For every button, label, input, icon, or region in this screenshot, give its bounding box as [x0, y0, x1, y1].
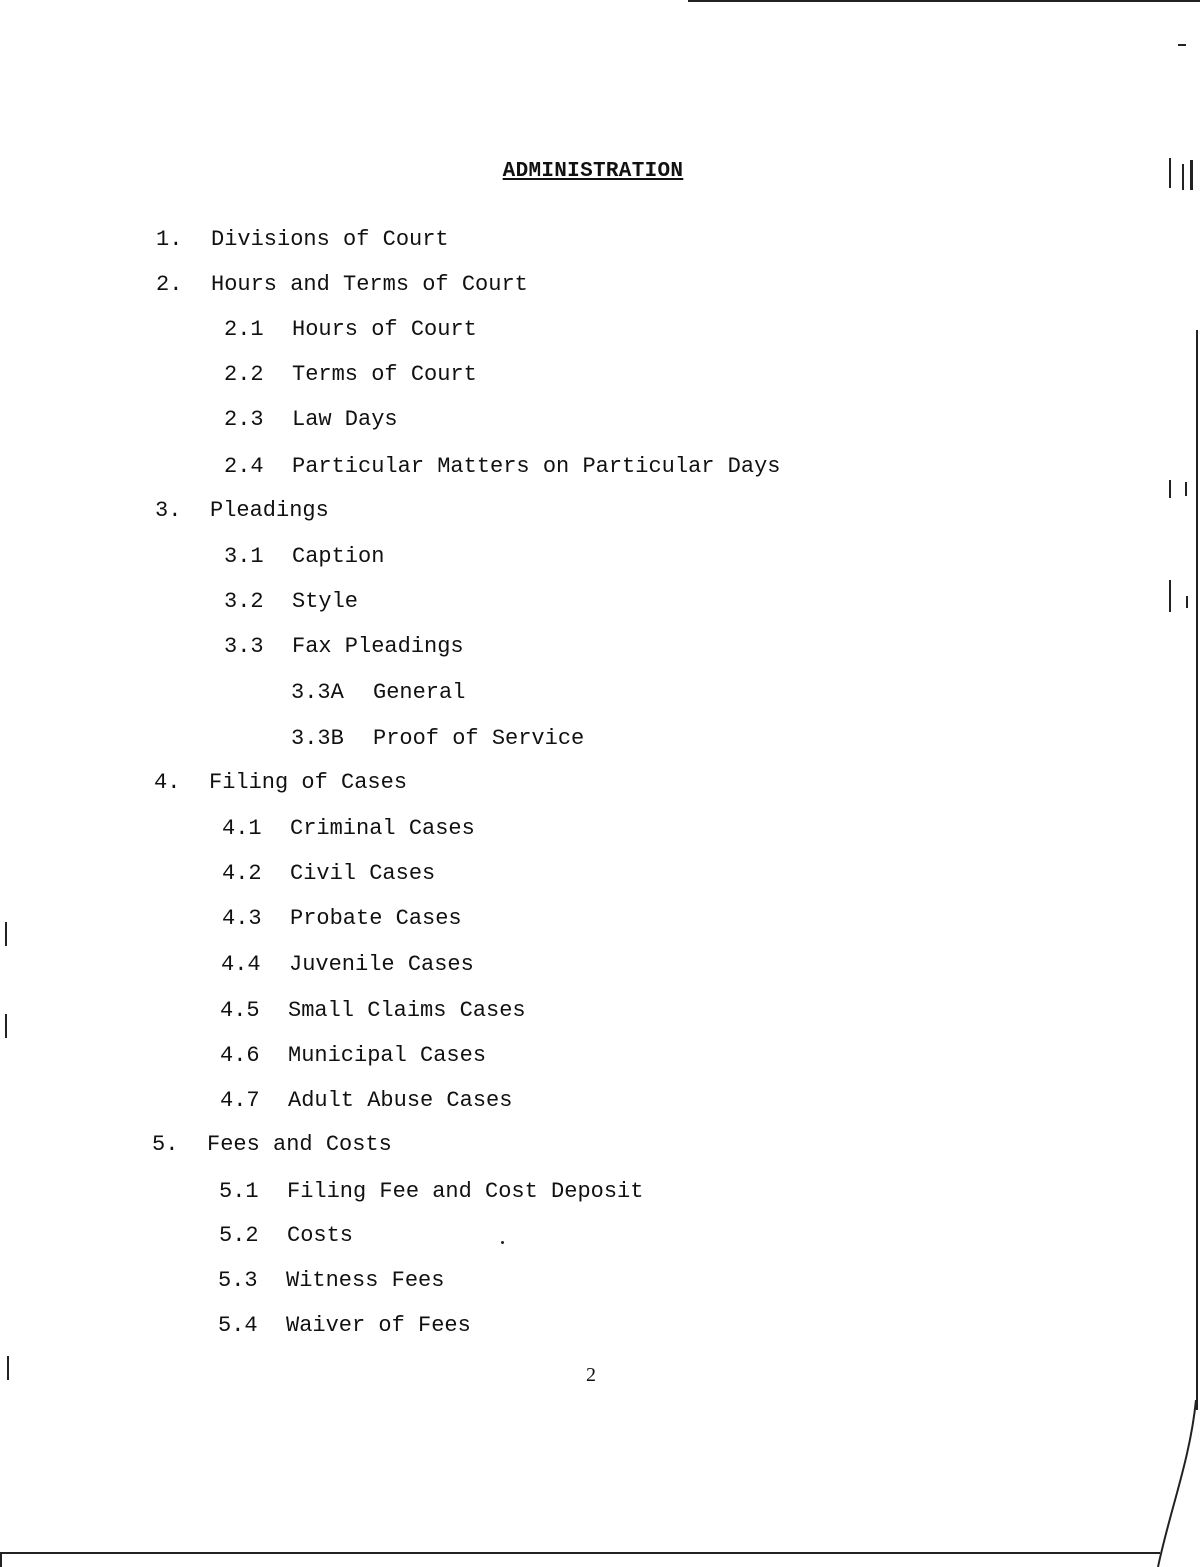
toc-entry — [291, 680, 465, 706]
scan-mark-left-2 — [5, 1014, 7, 1038]
toc-entry — [220, 1043, 486, 1069]
toc-entry-number: 5.3 — [218, 1268, 258, 1293]
toc-entry-text: Costs — [287, 1223, 354, 1248]
toc-entry — [156, 272, 528, 298]
toc-entry — [218, 1268, 444, 1294]
scan-mark-right-4 — [1169, 480, 1171, 498]
toc-entry-number: 4.6 — [220, 1043, 260, 1068]
toc-entry-number: 4.2 — [222, 861, 262, 886]
toc-entry-number: 5.1 — [219, 1179, 259, 1204]
toc-entry-text: Fax Pleadings — [292, 634, 464, 659]
toc-entry-number: 4.4 — [221, 952, 261, 977]
toc-entry-number: 2.1 — [224, 317, 264, 342]
toc-entry — [291, 726, 584, 752]
toc-entry-number: 4.1 — [222, 816, 262, 841]
scan-edge-bottom — [0, 1552, 1160, 1554]
toc-entry-text: Hours and Terms of Court — [211, 272, 528, 297]
scan-edge-right — [1196, 330, 1198, 1410]
toc-entry — [222, 861, 435, 887]
toc-entry-text: Probate Cases — [290, 906, 462, 931]
toc-entry — [152, 1132, 392, 1158]
toc-entry-number: 2. — [156, 272, 183, 297]
toc-entry-text: Juvenile Cases — [289, 952, 474, 977]
toc-entry-text: Waiver of Fees — [286, 1313, 471, 1338]
toc-entry-text: Small Claims Cases — [288, 998, 526, 1023]
toc-entry — [224, 589, 358, 615]
toc-entry — [220, 1088, 512, 1114]
toc-entry-number: 2.3 — [224, 407, 264, 432]
scan-mark-right-3 — [1190, 160, 1193, 190]
toc-entry-number: 3.3A — [291, 680, 344, 705]
toc-entry — [222, 906, 462, 932]
toc-entry-text: Law Days — [292, 407, 398, 432]
toc-entry-text: Witness Fees — [286, 1268, 445, 1293]
toc-entry-number: 3.3B — [291, 726, 344, 751]
toc-entry — [218, 1313, 471, 1339]
scan-edge-bottom-left — [0, 1552, 2, 1567]
toc-entry-text: Divisions of Court — [211, 227, 449, 252]
toc-entry-number: 1. — [156, 227, 183, 252]
toc-entry-number: 2.2 — [224, 362, 264, 387]
toc-entry-text: Filing of Cases — [209, 770, 408, 795]
toc-entry-number: 4.3 — [222, 906, 262, 931]
scan-mark-right-6 — [1169, 580, 1171, 612]
toc-entry-number: 5.4 — [218, 1313, 258, 1338]
scan-edge-top — [688, 0, 1200, 2]
toc-entry-text: Adult Abuse Cases — [288, 1088, 513, 1113]
toc-entry-number: 3. — [155, 498, 182, 523]
toc-entry-text: Particular Matters on Particular Days — [292, 454, 781, 479]
toc-entry-number: 5. — [152, 1132, 179, 1157]
toc-entry-number: 5.2 — [219, 1223, 259, 1248]
toc-entry-number: 2.4 — [224, 454, 264, 479]
toc-entry-text: Proof of Service — [373, 726, 585, 751]
scan-mark-left-1 — [5, 922, 7, 946]
toc-entry-number: 3.2 — [224, 589, 264, 614]
toc-entry — [222, 816, 475, 842]
scan-dot — [501, 1241, 504, 1244]
toc-entry-number: 4. — [154, 770, 181, 795]
toc-entry — [154, 770, 407, 796]
toc-entry-text: Municipal Cases — [288, 1043, 487, 1068]
toc-entry-text: Fees and Costs — [207, 1132, 392, 1157]
toc-entry-text: Hours of Court — [292, 317, 477, 342]
scan-mark-right-8 — [1178, 44, 1186, 46]
toc-entry-text: General — [373, 680, 466, 705]
toc-entry — [224, 544, 384, 570]
toc-entry-number: 3.1 — [224, 544, 264, 569]
toc-entry — [155, 498, 329, 524]
scan-mark-right-5 — [1185, 482, 1187, 496]
toc-entry-text: Style — [292, 589, 359, 614]
toc-entry — [220, 998, 526, 1024]
toc-entry-number: 3.3 — [224, 634, 264, 659]
toc-entry-number: 4.7 — [220, 1088, 260, 1113]
toc-entry — [224, 634, 464, 660]
toc-entry-text: Pleadings — [210, 498, 329, 523]
toc-entry-text: Filing Fee and Cost Deposit — [287, 1179, 644, 1204]
toc-entry — [221, 952, 474, 978]
toc-entry — [224, 317, 477, 343]
toc-entry-text: Civil Cases — [290, 861, 436, 886]
toc-entry-text: Terms of Court — [292, 362, 477, 387]
page-title: ADMINISTRATION — [502, 160, 684, 183]
toc-entry — [224, 407, 398, 433]
toc-entry-text: Criminal Cases — [290, 816, 475, 841]
toc-entry — [219, 1223, 353, 1249]
scan-edge-right-curve — [1150, 1400, 1200, 1567]
toc-entry — [224, 454, 780, 480]
toc-entry-number: 4.5 — [220, 998, 260, 1023]
toc-entry-text: Caption — [292, 544, 385, 569]
scan-mark-right-7 — [1186, 596, 1188, 608]
toc-entry — [219, 1179, 643, 1205]
page-number: 2 — [586, 1364, 596, 1386]
toc-entry — [224, 362, 477, 388]
toc-entry — [156, 227, 449, 253]
